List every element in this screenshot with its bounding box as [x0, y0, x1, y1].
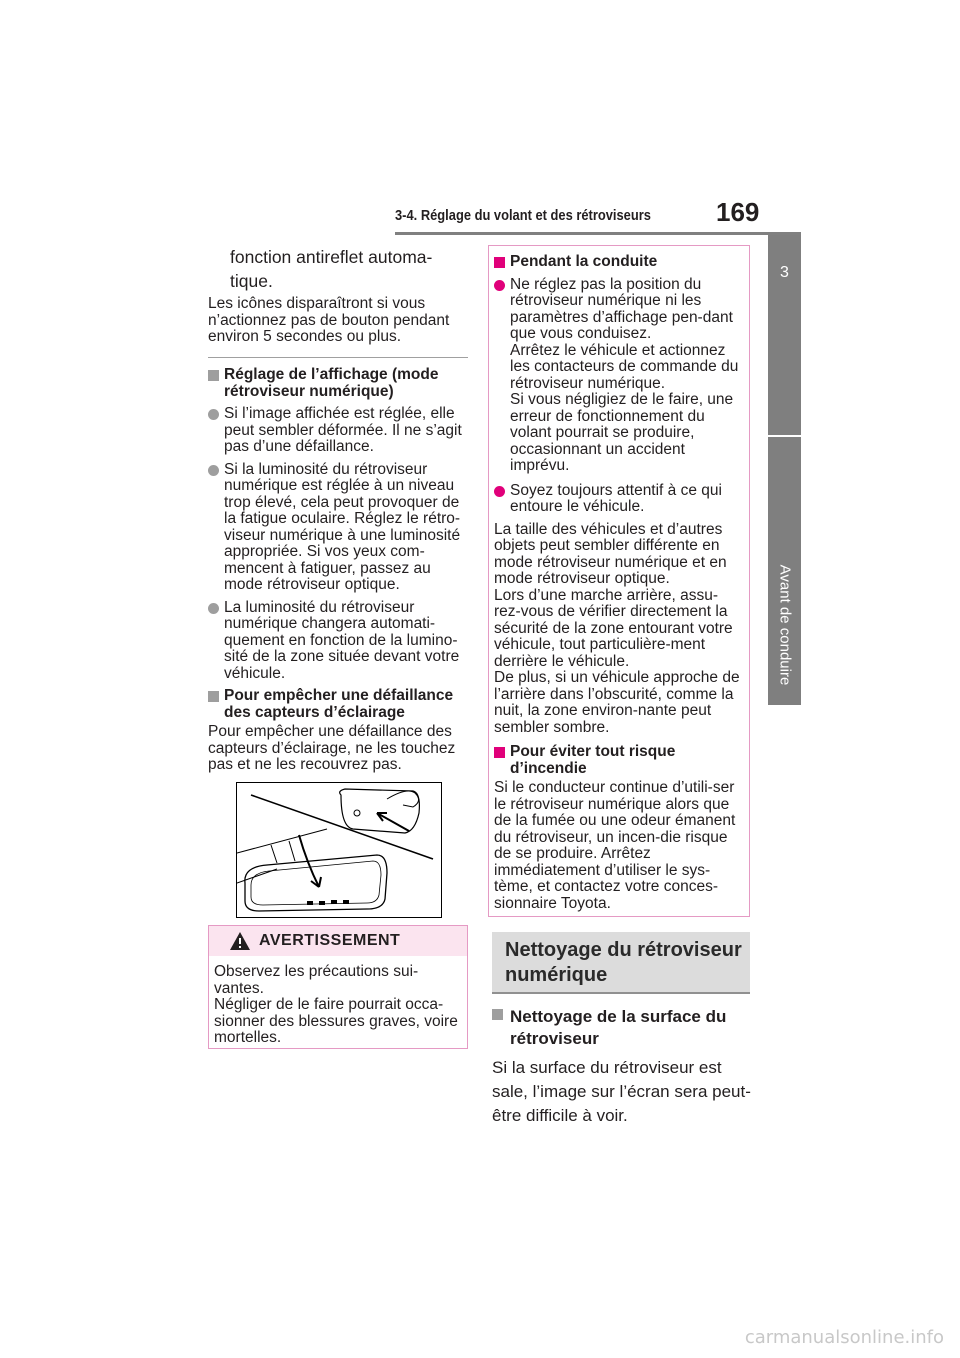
warning-icon	[229, 931, 251, 951]
display-heading: Réglage de l’affichage (mode rétroviseur numérique)	[208, 367, 470, 400]
chapter-label: Avant de conduire	[776, 564, 793, 686]
tab-separator	[768, 435, 801, 437]
cleaning-content	[492, 1001, 754, 1128]
header-rule	[395, 232, 801, 235]
section-title: 3-4. Réglage du volant et des rétroviseurs	[395, 207, 651, 224]
intro-text: fonction antireflet automa-tique.	[230, 247, 433, 291]
bullet-item: Si la luminosité du rétroviseur numérique est réglée à un niveau trop élevé, cela peut provoquer de la fatigue oculaire. Réglez le rétro-viseur numérique à une luminosité appropriée. Si vos yeux com-mencent à fatiguer, passez au mode rétroviseur optique.	[208, 462, 470, 594]
warning-line: Négliger de le faire pourrait occa-sionner des blessures graves, voire mortelles.	[214, 996, 458, 1046]
warning-body	[214, 964, 462, 1047]
warning-box	[208, 925, 468, 1049]
driving-heading: Pendant la conduite	[494, 254, 744, 271]
display-section	[208, 362, 470, 774]
cleaning-section-header	[492, 932, 750, 994]
chapter-label-wrap	[771, 550, 798, 700]
chapter-number: 3	[780, 264, 789, 281]
divider	[208, 357, 468, 358]
bullet-text: Ne réglez pas la position du rétroviseur numérique ni les paramètres d’affichage pen-dant que vous conduisez.	[510, 275, 733, 342]
bullet-item: La luminosité du rétroviseur numérique changera automati-quement en fonction de la lumino-sité de la zone située devant votre véhicule.	[208, 600, 470, 683]
warning-line: Observez les précautions sui-vantes.	[214, 963, 419, 997]
bullet-text: Arrêtez le véhicule et actionnez les contacteurs de commande du rétroviseur numérique.	[510, 341, 739, 392]
bullet-item	[494, 277, 744, 475]
icons-note-block	[208, 296, 470, 346]
fire-heading: Pour éviter tout risque d’incendie	[494, 744, 744, 777]
bullet-text: Si vous négligiez de le faire, une erreur de fonctionnement du volant pourrait se produire, occasionnant un accident imprévu.	[510, 391, 734, 474]
mirror-drawing	[237, 783, 441, 917]
caution-paragraph: Lors d’une marche arrière, assu-rez-vous de vérifier directement la sécurité de la zone entourant votre véhicule, tout particulière-ment derrière le véhicule.	[494, 586, 733, 670]
intro-block	[230, 245, 470, 293]
page-number: 169	[716, 197, 760, 227]
cleaning-text: Si la surface du rétroviseur est sale, l’image sur l’écran sera peut-être difficile à voir.	[492, 1058, 751, 1125]
bullet-item: Soyez toujours attentif à ce qui entoure le véhicule.	[494, 483, 744, 516]
cleaning-section-title: Nettoyage du rétroviseur numérique	[505, 939, 742, 986]
sensor-text: Pour empêcher une défaillance des capteurs d’éclairage, ne les touchez pas et ne les recouvrez pas.	[208, 723, 456, 773]
mirror-illustration	[236, 782, 442, 918]
watermark: carmanualsonline.info	[744, 1327, 944, 1348]
warning-title: AVERTISSEMENT	[259, 932, 401, 949]
icons-note: Les icônes disparaîtront si vous n’actionnez pas de bouton pendant environ 5 secondes ou plus.	[208, 295, 450, 345]
caution-paragraph: De plus, si un véhicule approche de l’arrière dans l’obscurité, comme la nuit, la zone environ-nante peut sembler sombre.	[494, 669, 740, 736]
caution-paragraph: La taille des véhicules et d’autres objets peut sembler différente en mode rétroviseur numérique et en mode rétroviseur optique.	[494, 520, 727, 587]
cleaning-subheading: Nettoyage de la surface du rétroviseur	[492, 1006, 754, 1050]
caution-content	[494, 249, 744, 912]
sensor-heading: Pour empêcher une défaillance des capteurs d’éclairage	[208, 688, 470, 721]
fire-text: Si le conducteur continue d’utili-ser le rétroviseur numérique alors que de la fumée ou une odeur émanent du rétroviseur, un incen-die risque de se produire. Arrêtez immédiatement d’utiliser le sys-tème, et contactez votre conces-sionnaire Toyota.	[494, 779, 736, 912]
warning-header	[209, 926, 467, 956]
bullet-item: Si l’image affichée est réglée, elle peut sembler déformée. Il ne s’agit pas d’une défaillance.	[208, 406, 470, 456]
